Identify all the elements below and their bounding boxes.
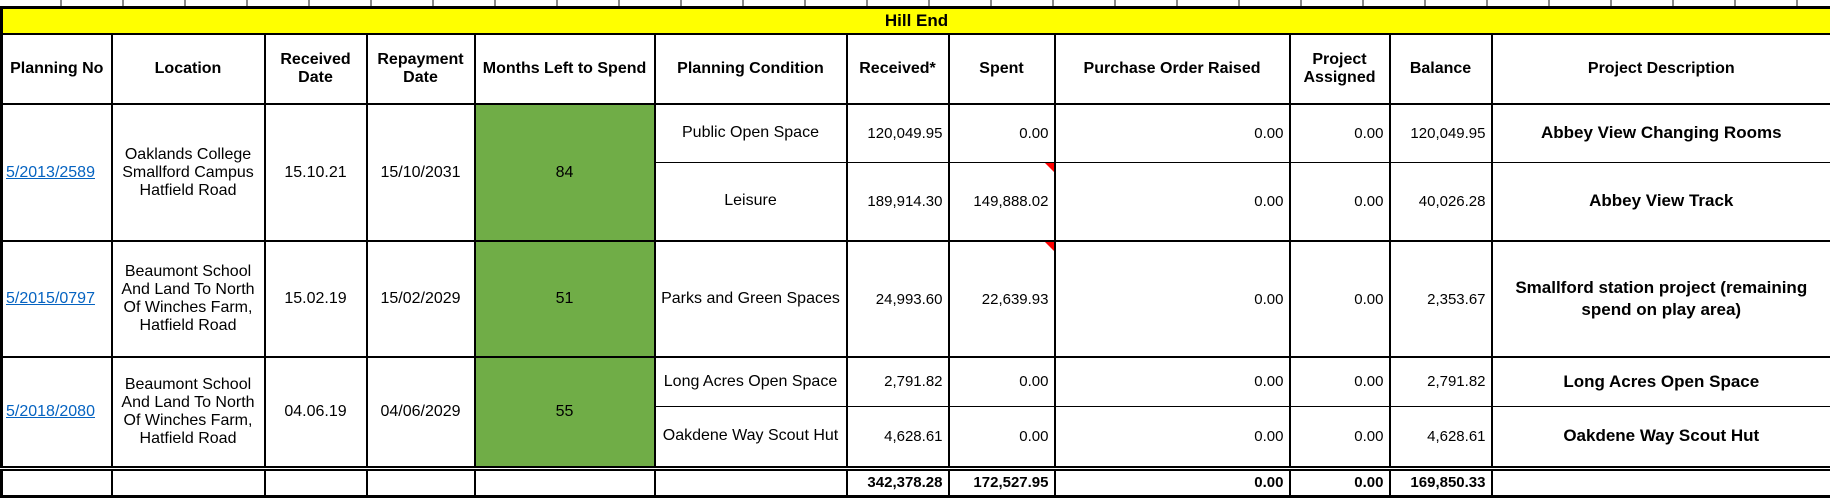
col-header-project-description: Project Description [1492,34,1830,104]
cell-empty [475,468,655,496]
cell-planning-condition: Parks and Green Spaces [655,241,847,357]
cell-location: Beaumont School And Land To North Of Winches Farm, Hatfield Road [112,357,265,468]
col-header-repayment-date: Repayment Date [367,34,475,104]
table-row [2,241,1830,357]
cell-balance: 4,628.61 [1390,406,1492,468]
section-title: Hill End [2,8,1830,35]
cell-planning-condition: Public Open Space [655,104,847,162]
col-header-received-date: Received Date [265,34,367,104]
cell-planning-no [2,357,112,468]
col-header-months-left: Months Left to Spend [475,34,655,104]
total-project-assigned: 0.00 [1290,468,1390,496]
table-row [2,357,1830,406]
cell-received: 4,628.61 [847,406,949,468]
cell-received: 189,914.30 [847,162,949,241]
cell-received: 24,993.60 [847,241,949,357]
total-balance: 169,850.33 [1390,468,1492,496]
cell-purchase-order: 0.00 [1055,104,1290,162]
table-row [2,104,1830,162]
cell-planning-no [2,104,112,241]
cell-balance: 120,049.95 [1390,104,1492,162]
cell-received-date: 04.06.19 [265,357,367,468]
cell-empty [265,468,367,496]
cell-planning-condition: Long Acres Open Space [655,357,847,406]
total-spent: 172,527.95 [949,468,1055,496]
planning-no-link[interactable]: 5/2018/2080 [6,402,95,420]
planning-no-link[interactable]: 5/2015/0797 [6,290,95,307]
cell-project-assigned: 0.00 [1290,406,1390,468]
cell-empty [655,468,847,496]
cell-project-assigned: 0.00 [1290,241,1390,357]
cell-received-date: 15.10.21 [265,104,367,241]
cell-repayment-date: 15/10/2031 [367,104,475,241]
cell-balance: 2,353.67 [1390,241,1492,357]
cell-received: 120,049.95 [847,104,949,162]
cell-spent: 0.00 [949,104,1055,162]
cell-spent [949,241,1055,357]
col-header-location: Location [112,34,265,104]
col-header-received: Received* [847,34,949,104]
cell-received-date: 15.02.19 [265,241,367,357]
col-header-spent: Spent [949,34,1055,104]
cell-spent [949,162,1055,241]
total-purchase-order: 0.00 [1055,468,1290,496]
col-header-planning-no: Planning No [2,34,112,104]
cell-project-description: Abbey View Changing Rooms [1492,104,1830,162]
cell-project-assigned: 0.00 [1290,104,1390,162]
comment-indicator-icon [1045,242,1054,251]
cell-purchase-order: 0.00 [1055,162,1290,241]
cell-repayment-date: 15/02/2029 [367,241,475,357]
cell-planning-condition: Leisure [655,162,847,241]
total-received: 342,378.28 [847,468,949,496]
comment-indicator-icon [1045,163,1054,172]
cell-project-description: Long Acres Open Space [1492,357,1830,406]
col-header-purchase-order: Purchase Order Raised [1055,34,1290,104]
totals-row [2,468,1830,496]
cell-balance: 2,791.82 [1390,357,1492,406]
cell-empty [1492,468,1830,496]
cell-months-left: 51 [475,241,655,357]
cell-spent: 0.00 [949,406,1055,468]
cell-received: 2,791.82 [847,357,949,406]
cell-planning-no [2,241,112,357]
col-header-planning-condition: Planning Condition [655,34,847,104]
cell-months-left: 55 [475,357,655,468]
cell-project-assigned: 0.00 [1290,357,1390,406]
cell-project-assigned: 0.00 [1290,162,1390,241]
cell-location: Beaumont School And Land To North Of Winches Farm, Hatfield Road [112,241,265,357]
cell-planning-condition: Oakdene Way Scout Hut [655,406,847,468]
cell-empty [2,468,112,496]
cell-repayment-date: 04/06/2029 [367,357,475,468]
cell-project-description: Abbey View Track [1492,162,1830,241]
col-header-balance: Balance [1390,34,1492,104]
cell-months-left: 84 [475,104,655,241]
cell-purchase-order: 0.00 [1055,406,1290,468]
cell-spent: 0.00 [949,357,1055,406]
cell-purchase-order: 0.00 [1055,241,1290,357]
cell-project-description: Smallford station project (remaining spend on play area) [1492,241,1830,357]
cell-empty [367,468,475,496]
planning-no-link[interactable]: 5/2013/2589 [6,163,95,181]
hill-end-table [0,6,1830,498]
col-header-project-assigned: Project Assigned [1290,34,1390,104]
spent-value: 149,888.02 [973,192,1049,210]
cell-purchase-order: 0.00 [1055,357,1290,406]
cell-balance: 40,026.28 [1390,162,1492,241]
cell-project-description: Oakdene Way Scout Hut [1492,406,1830,468]
cell-location: Oaklands College Smallford Campus Hatfield Road [112,104,265,241]
spent-value: 22,639.93 [981,290,1049,308]
cell-empty [112,468,265,496]
